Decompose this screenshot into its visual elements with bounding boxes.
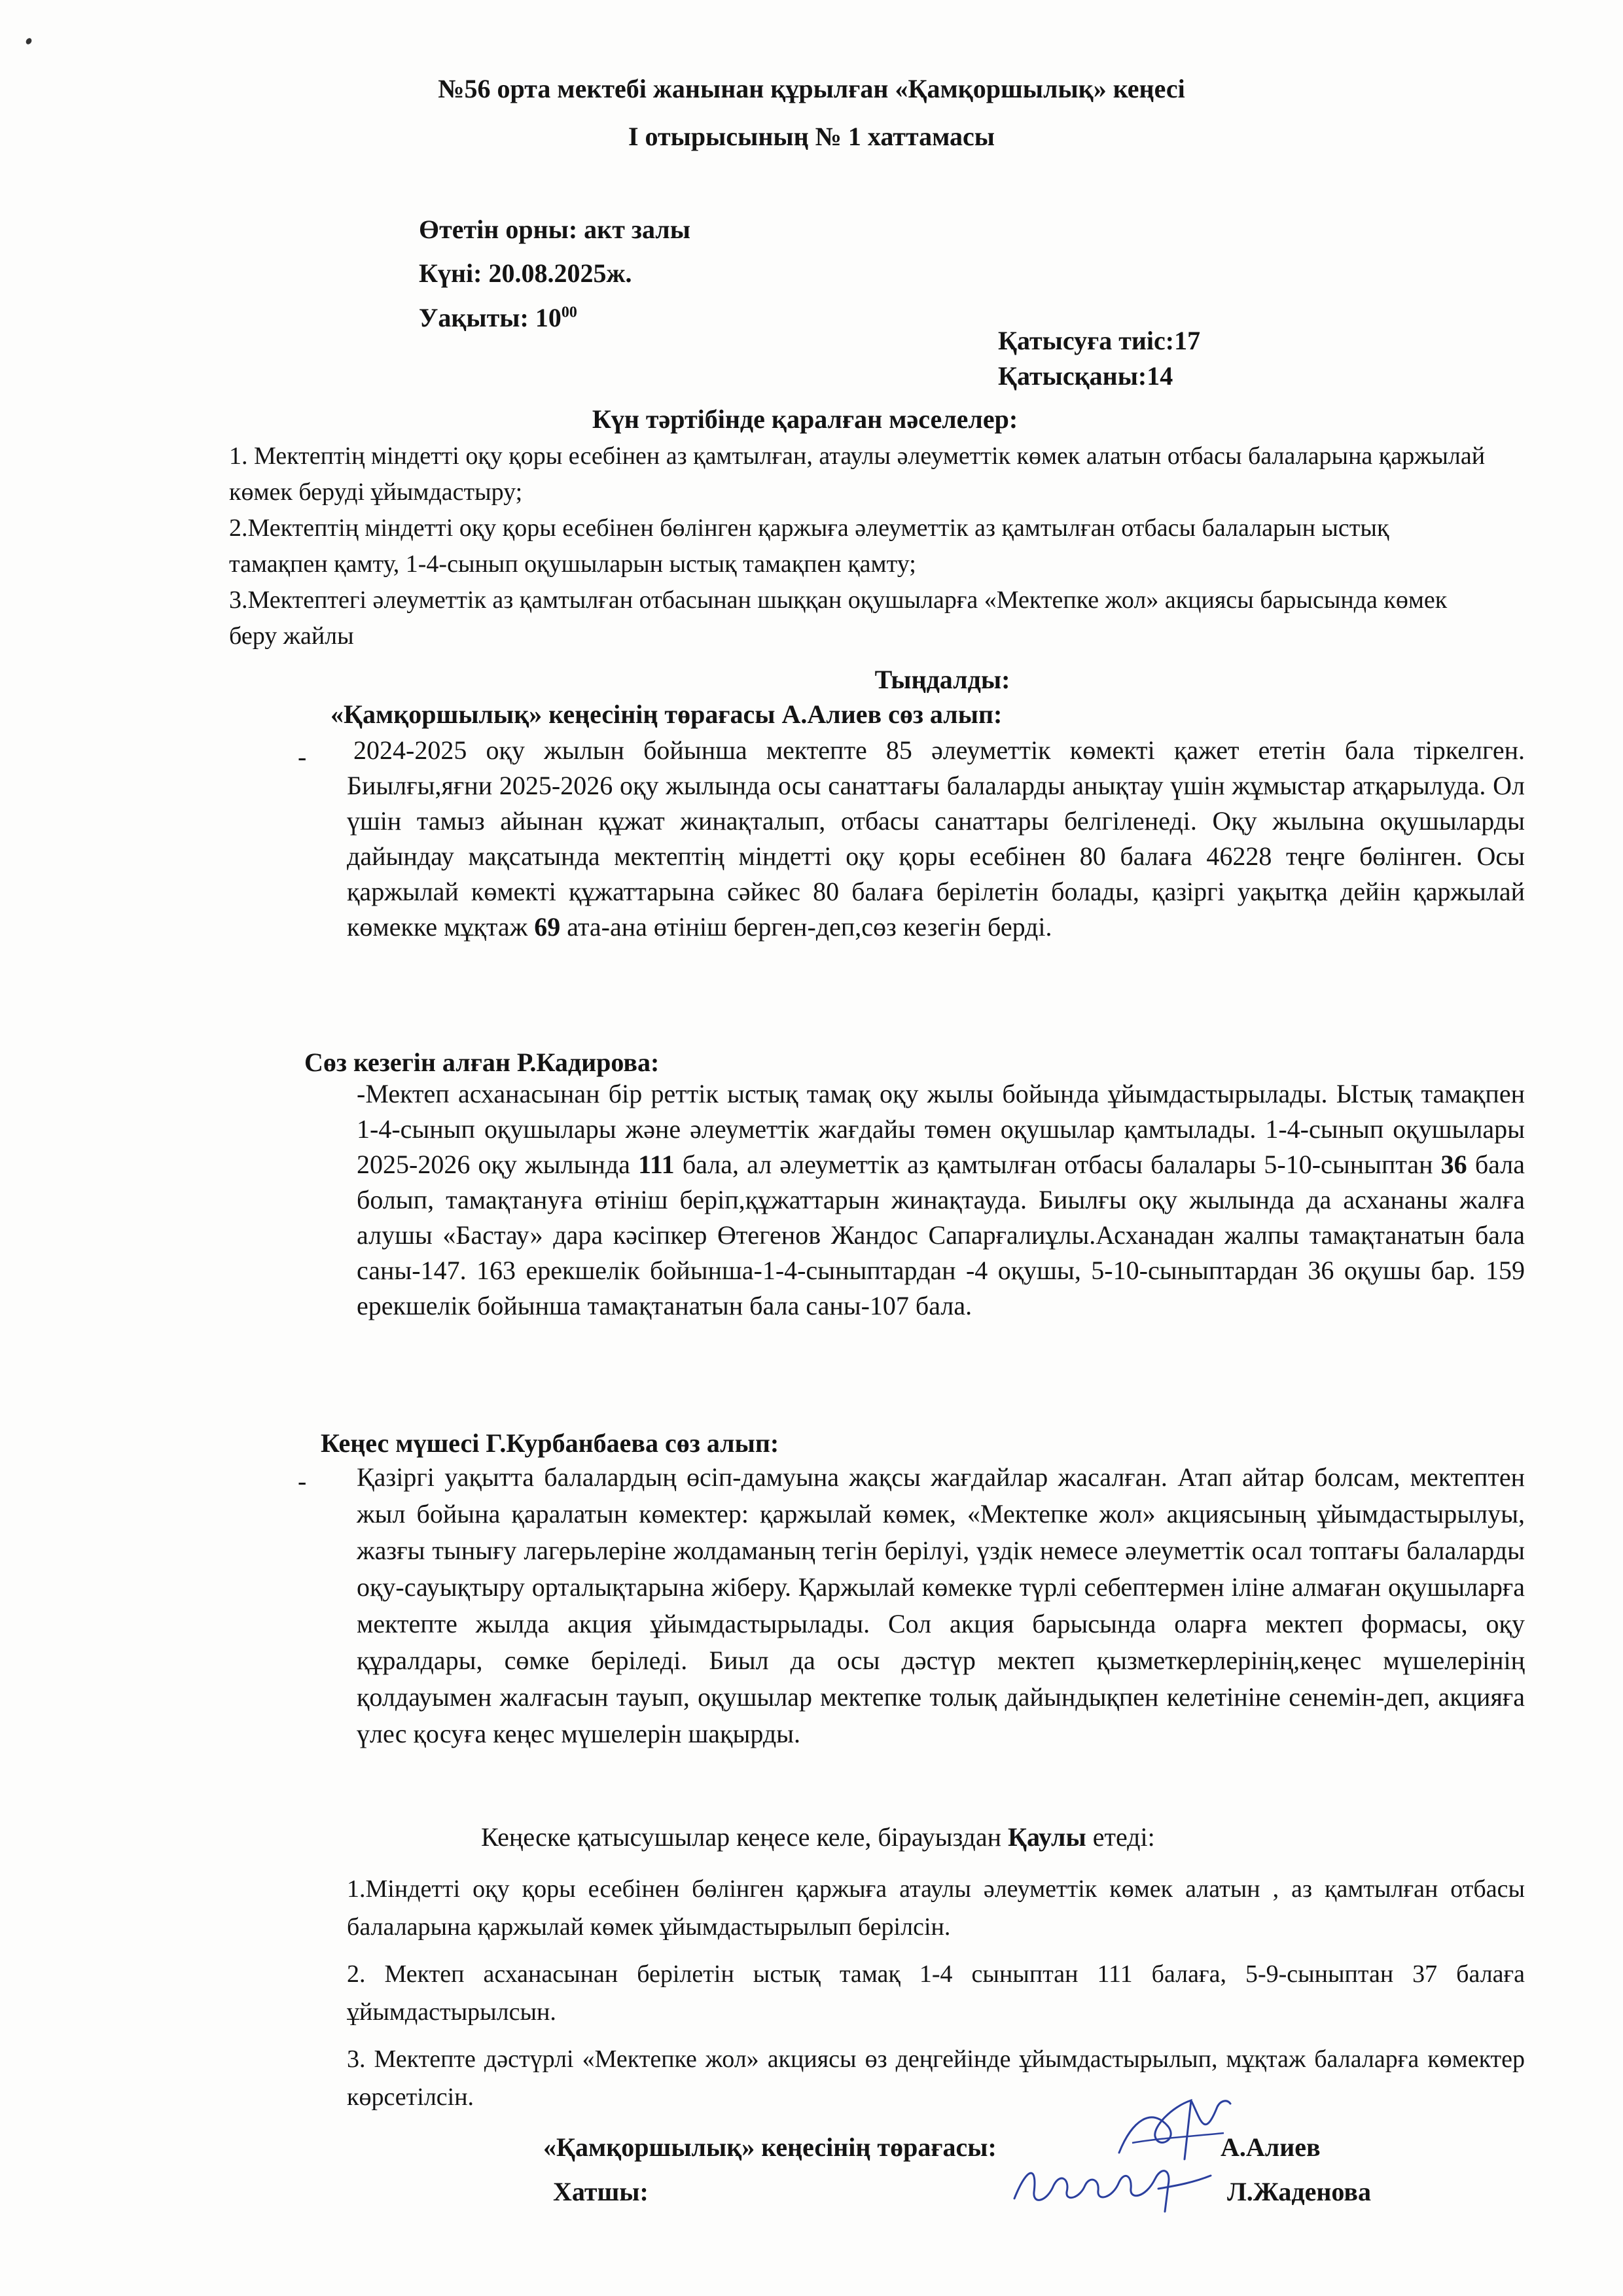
resolution-item-3: 3. Мектепте дәстүрлі «Мектепке жол» акциясы өз деңгейінде ұйымдастырылып, мұқтаж балаларға көмектер көрсетілсін.: [347, 2045, 1525, 2111]
speech-2-number-1: 111: [638, 1150, 675, 1179]
secretary-title: Хатшы:: [553, 2177, 649, 2206]
secretary-signature: [1008, 2153, 1217, 2225]
list-dash: -: [298, 1466, 307, 1496]
resolution-item-1: 1.Міндетті оқу қоры есебінен бөлінген қаржыға атаулы әлеуметтік көмек алатын , аз қамтылған отбасы балаларына қаржылай көмек ұйымдастырылып берілсін.: [347, 1875, 1525, 1941]
meeting-place: Өтетін орны: акт залы: [419, 215, 690, 244]
document-title-line1: №56 орта мектебі жанынан құрылған «Қамқоршылық» кеңесі: [438, 74, 1185, 103]
agenda-item-3: 3.Мектептегі әлеуметтік аз қамтылған отбасынан шыққан оқушыларға «Мектепке жол» акциясы барысында көмек беру жайлы: [229, 586, 1448, 650]
speaker-1: «Қамқоршылық» кеңесінің төрағасы А.Алиев сөз алып:: [330, 699, 1003, 729]
document-title-line2: І отырысының № 1 хаттамасы: [628, 122, 995, 151]
meeting-time: [419, 302, 577, 333]
speech-1: [347, 733, 1525, 945]
resolution-intro-text-b: етеді:: [1086, 1822, 1155, 1852]
agenda-item-1: 1. Мектептің міндетті оқу қоры есебінен аз қамтылған, атаулы әлеуметтік көмек алатын отбасы балаларына қаржылай көмек беруді ұйымдастыру;: [229, 442, 1486, 506]
meeting-time-minutes: 00: [561, 304, 577, 321]
speech-2-text-a: -Мектеп асханасынан бір реттік ыстық тамақ оқу жылы бойында ұйымдастырылады. Ыстық тамақпен 1-4-сынып оқушылары және әлеуметтік жағдайы төмен оқушылар қамтылады. 1-4-сынып оқушылары 2025-2026 оқу жылында: [357, 1079, 1525, 1179]
resolution-item-2: 2. Мектеп асханасынан берілетін ыстық тамақ 1-4 сыныптан 111 балаға, 5-9-сыныптан 37 балаға ұйымдастырылсын.: [347, 1960, 1525, 2026]
meeting-time-label: Уақыты: 10: [419, 303, 562, 332]
resolution-keyword: Қаулы: [1008, 1822, 1086, 1852]
secretary-name: Л.Жаденова: [1227, 2177, 1371, 2206]
speech-2-number-2: 36: [1440, 1150, 1467, 1179]
speech-1-text-b: ата-ана өтініш берген-деп,сөз кезегін берді.: [560, 912, 1052, 942]
speech-2-text-c: бала болып, тамақтануға өтініш беріп,құжаттарын жинақтауда. Биылғы оқу жылында да асхананы жалға алушы «Бастау» дара кәсіпкер Өтегенов Жандос Сапарғалиұлы.Асханадан жалпы тамақтанатын бала саны-147. 163 ерекшелік бойынша-1-4-сыныптардан -4 оқушы, 5-10-сыныптардан 36 оқушы бар. 159 ерекшелік бойынша тамақтанатын бала саны-107 бала.: [357, 1150, 1525, 1320]
attendance-present: Қатысқаны:14: [998, 361, 1173, 391]
speech-1-number: 69: [534, 912, 561, 942]
agenda-list: [229, 438, 1486, 654]
scan-speck: [25, 37, 33, 46]
speech-2: [357, 1076, 1525, 1324]
speech-2-text-b: бала, ал әлеуметтік аз қамтылған отбасы балалары 5-10-сыныптан: [674, 1150, 1441, 1179]
speaker-2: Сөз кезегін алған Р.Кадирова:: [304, 1048, 660, 1077]
chair-title: «Қамқоршылық» кеңесінің төрағасы:: [543, 2132, 997, 2162]
speaker-3: Кеңес мүшесі Г.Курбанбаева сөз алып:: [321, 1428, 779, 1458]
agenda-heading: Күн тәртібінде қаралған мәселелер:: [592, 404, 1018, 434]
speech-1-text-a: 2024-2025 оқу жылын бойынша мектепте 85 әлеуметтік көмекті қажет ететін бала тіркелген. Биылғы,яғни 2025-2026 оқу жылында осы санаттағы балаларды анықтау үшін жұмыстар атқарылуда. Ол үшін тамыз айынан құжат жинақталып, отбасы санаттары белгіленеді. Оқу жылына оқушыларды дайындау мақсатында мектептің міндетті оқу қоры есебінен 80 балаға 46228 теңге бөлінген. Осы қаржылай көмекті құжаттарына сәйкес 80 балаға берілетін болады, қазіргі уақытқа дейін қаржылай көмекке мұқтаж: [347, 735, 1525, 942]
speech-3: Қазіргі уақытта балалардың өсіп-дамуына жақсы жағдайлар жасалған. Атап айтар болсам, мектептен жыл бойына қаралатын көмектер: қаржылай көмек, «Мектепке жол» акциясының ұйымдастырылуы, жазғы тынығу лагерьлеріне жолдаманың тегін берілуі, үздік немесе әлеуметтік осал топтағы балаларды оқу-сауықтыру орталықтарына жіберу. Қаржылай көмекке түрлі себептермен іліне алмаған оқушыларға мектепте жылда акция ұйымдастырылады. Сол акция барысында оларға мектеп формасы, оқу құралдары, сөмке беріледі. Биыл да осы дәстүр мектеп қызметкерлерінің,кеңес мүшелерінің қолдауымен жалғасын тауып, оқушылар мектепке толық дайындықпен келетініне сенемін-деп, акцияға үлес қосуға кеңес мүшелерін шақырды.: [357, 1462, 1525, 1748]
chair-name: А.Алиев: [1221, 2132, 1321, 2162]
agenda-item-2: 2.Мектептің міндетті оқу қоры есебінен бөлінген қаржыға әлеуметтік аз қамтылған отбасы балаларын ыстық тамақпен қамту, 1-4-сынып оқушыларын ыстық тамақпен қамту;: [229, 514, 1389, 578]
heard-heading: Тыңдалды:: [874, 665, 1010, 694]
list-dash: -: [298, 742, 307, 771]
resolution-intro: [481, 1822, 1155, 1852]
meeting-date: Күні: 20.08.2025ж.: [419, 258, 632, 288]
resolution-intro-text-a: Кеңеске қатысушылар кеңесе келе, бірауыздан: [481, 1822, 1008, 1852]
attendance-expected: Қатысуға тиіс:17: [998, 326, 1201, 355]
